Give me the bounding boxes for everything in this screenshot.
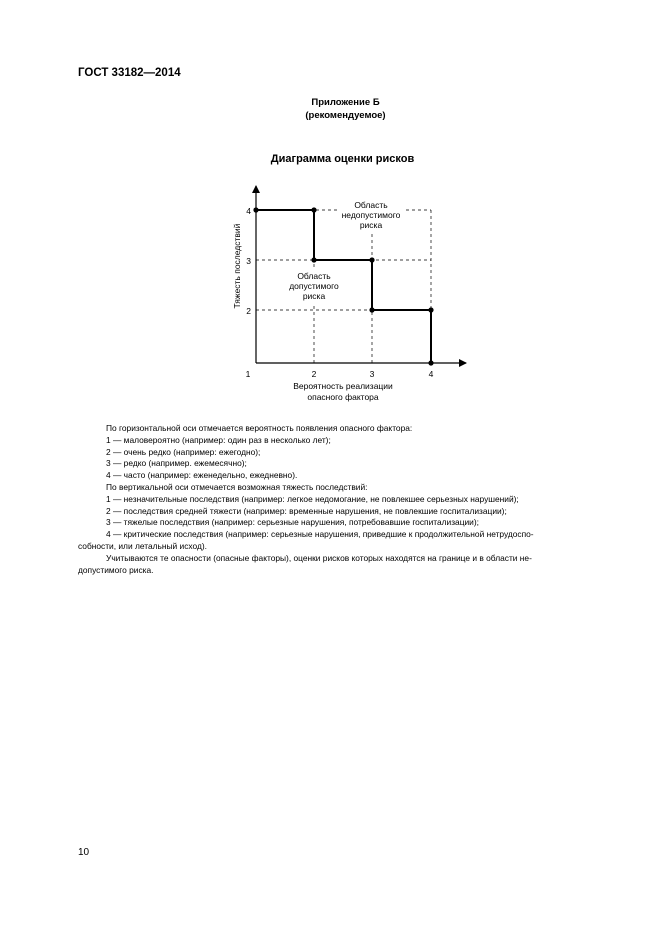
diagram-title: Диаграмма оценки рисков [270, 153, 415, 165]
text-line: 4 — критические последствия (например: серьезные нарушения, приведшие к продолжительной нетрудоспо- [106, 529, 534, 540]
boundary-point [311, 257, 316, 262]
page-number: 10 [78, 847, 90, 858]
boundary-point [311, 207, 316, 212]
x-tick-label: 1 [245, 369, 251, 379]
appendix-title: Приложение Б [311, 97, 380, 108]
text-line: 1 — незначительные последствия (например: легкое недомогание, не повлекшее серьезных нарушений); [106, 493, 519, 504]
text-line: По вертикальной оси отмечается возможная тяжесть последствий: [106, 481, 368, 492]
x-axis-label-line2: опасного фактора [307, 392, 379, 402]
x-tick-label: 3 [369, 369, 375, 379]
boundary-point [369, 307, 374, 312]
text-line: 1 — маловероятно (например: один раз в несколько лет); [106, 434, 331, 445]
text-line: допустимого риска. [78, 564, 154, 575]
x-axis-label-line1: Вероятность реализации [293, 381, 393, 391]
text-line: 3 — редко (например. ежемесячно); [106, 458, 247, 469]
text-line: Учитываются те опасности (опасные факторы), оценки рисков которых находятся на границе и в области не- [106, 552, 532, 563]
region-acceptable-line3: риска [302, 291, 326, 301]
region-unacceptable-line3: риска [359, 220, 383, 230]
appendix-subtitle: (рекомендуемое) [305, 110, 386, 121]
text-line: По горизонтальной оси отмечается вероятность появления опасного фактора: [106, 423, 413, 433]
boundary-point [369, 257, 374, 262]
region-acceptable-line2: допустимого [289, 281, 339, 291]
y-tick-label: 2 [246, 306, 251, 316]
risk-diagram [0, 0, 661, 420]
region-unacceptable-line1: Область [354, 200, 388, 210]
text-line: 3 — тяжелые последствия (например: серьезные нарушения, потребовавшие госпитализации); [106, 517, 479, 528]
explanation-text [78, 423, 616, 576]
text-line: 2 — очень редко (например: ежегодно); [106, 446, 261, 457]
text-line: 2 — последствия средней тяжести (например: временные нарушения, не повлекшие госпитализации); [106, 505, 507, 516]
text-line: собности, или летальный исход). [78, 540, 207, 551]
y-tick-label: 3 [246, 256, 251, 266]
x-tick-label: 4 [428, 369, 434, 379]
region-acceptable-line1: Область [297, 271, 331, 281]
region-unacceptable-line2: недопустимого [341, 210, 401, 220]
document-id: ГОСТ 33182—2014 [78, 67, 181, 79]
x-tick-label: 2 [311, 369, 317, 379]
y-axis-label: Тяжесть последствий [232, 223, 242, 309]
boundary-point [428, 307, 433, 312]
y-tick-label: 4 [246, 206, 251, 216]
boundary-point [428, 360, 433, 365]
text-line: 4 — часто (например: еженедельно, ежедневно). [106, 470, 298, 481]
boundary-point [253, 207, 258, 212]
